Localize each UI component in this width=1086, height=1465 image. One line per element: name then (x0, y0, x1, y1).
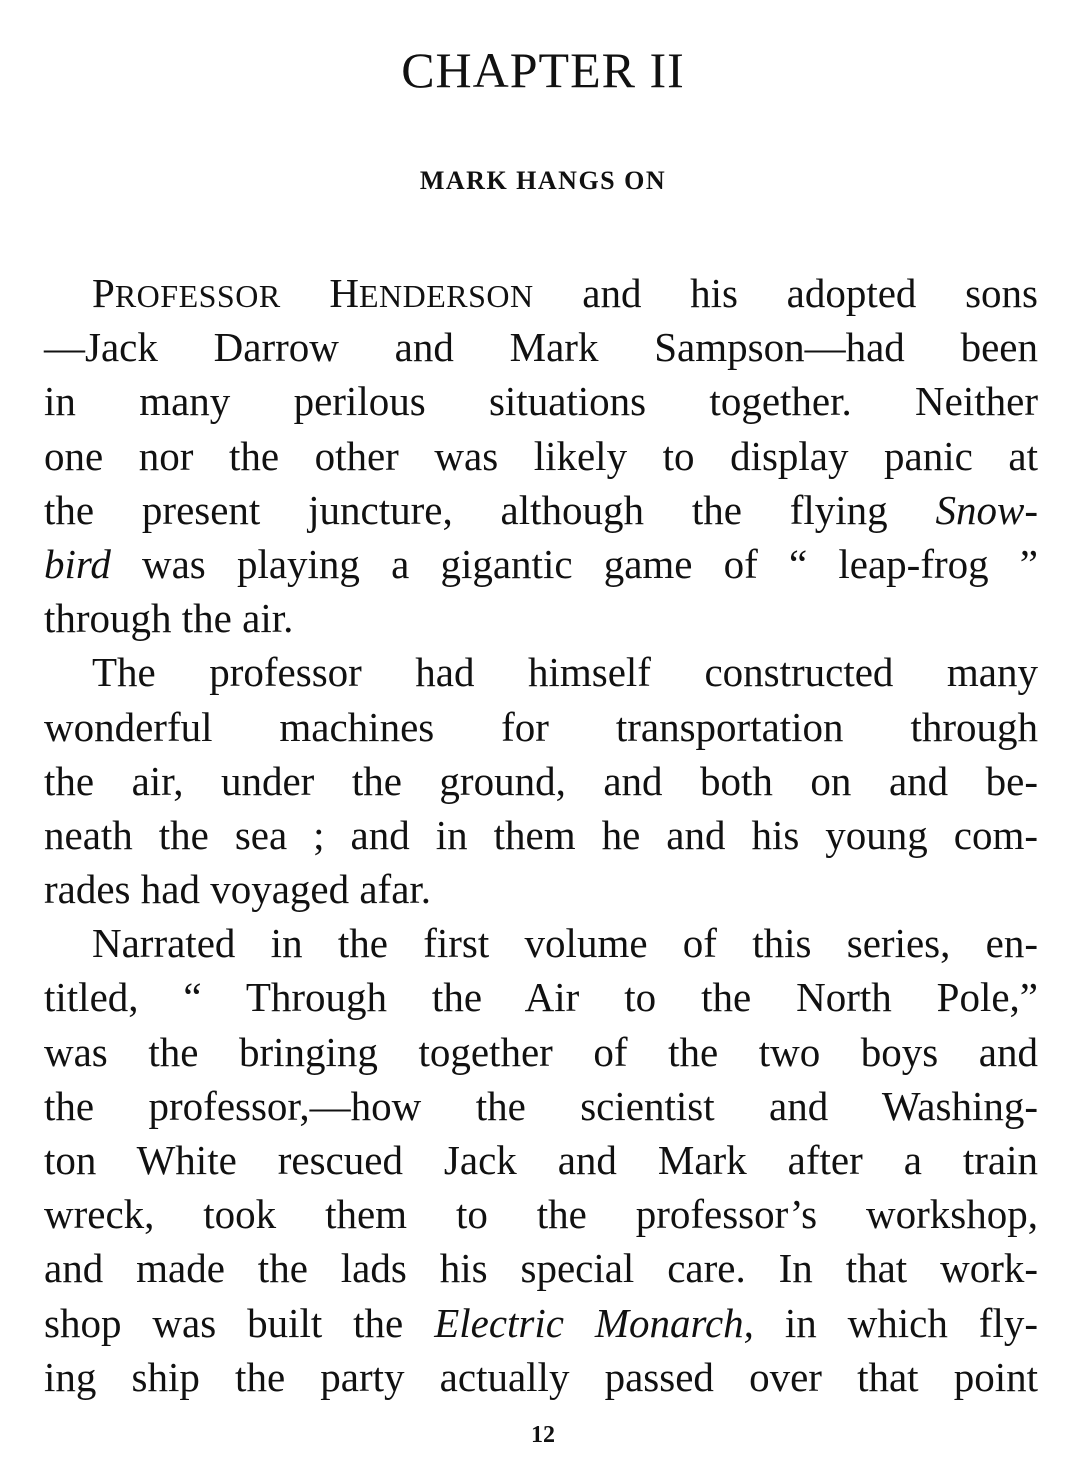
small-caps-name: PROFESSOR HENDERSON (92, 270, 534, 316)
text-line: the air, under the ground, and both on and be- (44, 757, 1038, 804)
text-line: the professor,—how the scientist and Washing- (44, 1082, 1038, 1129)
italic-ship-name: bird (44, 540, 111, 587)
text-line: through the air. (44, 595, 294, 642)
text-line: The professor had himself constructed many (92, 649, 1038, 696)
text-line: wonderful machines for transportation through (44, 703, 1038, 750)
text-line: wreck, took them to the professor’s workshop, (44, 1191, 1038, 1238)
text-line: one nor the other was likely to display panic at (44, 432, 1038, 479)
text-line: titled, “ Through the Air to the North Pole,” (44, 974, 1038, 1021)
text-line: shop was built the Electric Monarch, in which fly- (44, 1299, 1038, 1346)
text-line: ing ship the party actually passed over that point (44, 1353, 1038, 1400)
text-line: ton White rescued Jack and Mark after a train (44, 1137, 1038, 1183)
chapter-title: CHAPTER II (401, 42, 685, 98)
chapter-body (44, 266, 1038, 1404)
text-line: rades had voyaged afar. (44, 866, 432, 913)
text-line: —Jack Darrow and Mark Sampson—had been (44, 324, 1038, 371)
page-number: 12 (531, 1422, 555, 1448)
text-line: and made the lads his special care. In that work- (44, 1245, 1038, 1292)
chapter-subtitle: MARK HANGS ON (419, 166, 667, 195)
text-line: neath the sea ; and in them he and his young com- (44, 811, 1038, 858)
italic-ship-name: Snow- (935, 486, 1038, 533)
italic-ship-name: Electric Monarch, (434, 1299, 754, 1346)
text-line: the present juncture, although the flying Snow- (44, 486, 1038, 533)
text-line: Narrated in the first volume of this series, en- (92, 920, 1038, 967)
text-line: PROFESSOR HENDERSON and his adopted sons (92, 270, 1039, 316)
text-line: bird was playing a gigantic game of “ leap-frog ” (44, 540, 1038, 587)
text-line: in many perilous situations together. Neither (44, 378, 1038, 425)
text-line: was the bringing together of the two boys and (44, 1028, 1038, 1075)
